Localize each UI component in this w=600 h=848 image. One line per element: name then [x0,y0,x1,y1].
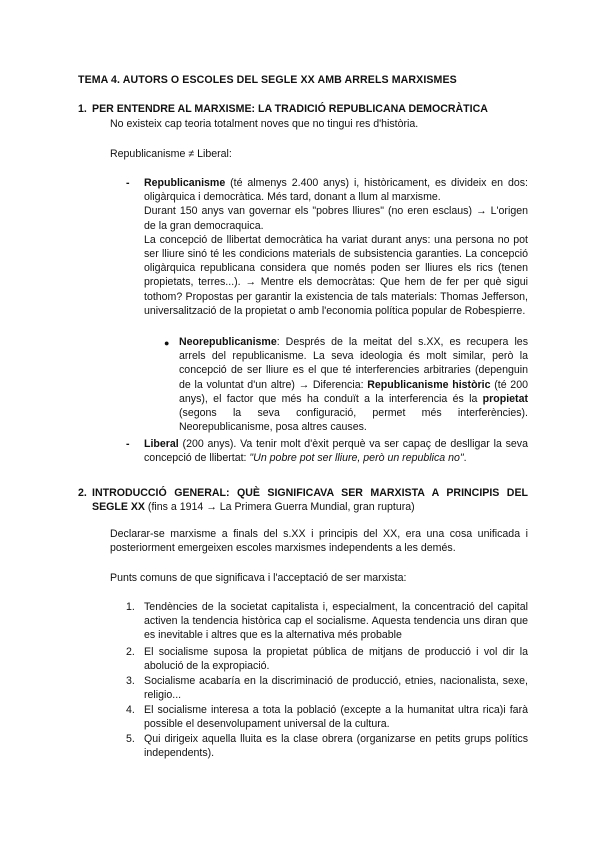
liberal-term: Liberal [144,438,179,450]
liberal-quote: "Un pobre pot ser lliure, però un republica no" [249,452,464,465]
section-2-para-2: Punts comuns de que significava i l'acceptació de ser marxista: [110,572,407,584]
neo-text-b: (té 200 anys), el factor que més ha conduït a la interferencia és la [179,378,528,405]
list-item-number: 1. [126,601,135,613]
document-title: TEMA 4. AUTORS O ESCOLES DEL SEGLE XX AMB ARRELS MARXISMES [78,74,457,86]
section-2-heading [78,486,528,514]
bullet-republicanisme-mark: - [126,177,130,189]
section-1-heading [78,102,528,116]
list-item-text: Socialisme acabaría en la discriminació de producció, etnies, nacionalista, sexe, religio... [144,675,528,702]
list-item-text: El socialisme suposa la propietat pública de mitjans de producció i vol dir la abolució de la expropiació. [144,646,528,673]
neo-text-c: (segons la seva configuració, permet més interferències). Neorepublicanisme, posa altres causes. [179,407,528,434]
section-1-comparison: Republicanisme ≠ Liberal: [110,148,232,160]
section-1-number: 1. [78,103,87,115]
sub-bullet-neorepublicanisme [179,335,528,434]
neorepublicanisme-term: Neorepublicanisme [179,336,277,348]
liberal-text-b: . [463,452,467,465]
republicanisme-text-1: (té almenys 2.400 anys) i, històricament, es divideix en dos: oligàrquica i democràtica. Més tard, donant a llum al marxisme. [144,177,528,204]
republicanisme-term: Republicanisme [144,177,226,189]
propietat-term: propietat [482,392,528,405]
section-2-para-1: Declarar-se marxisme a finals del s.XX i principis del XX, era una cosa unificada i posteriorment emergeixen escoles marxismes independents a les demés. [110,528,528,555]
neo-text-a: : Després de la meitat del s.XX, es recupera les arrels del republicanisme. La seva ideologia és molt similar, però la concepció de ser lliure es el que té interferencies arbitraries (depenguin de la voluntat d'un altre) → Diferencia: [179,336,528,391]
section-2-title-note: (fins a 1914 → La Primera Guerra Mundial, gran ruptura) [144,501,415,514]
bullet-liberal [144,437,528,465]
republicanisme-para-3: La concepció de llibertat democràtica ha variat durant anys: una persona no pot ser lliure sinó té les condicions materials de subsistencia garanties. La concepció oligàrquica republicana considera que només poden ser lliures els rics (tenen propietats, terres...). → Mentre els democràtas: Que hem de fer per què sigui tothom? Propostas per garantir la existencia de tals materials: Thomas Jefferson, universalització de la propietat o amb l'economia política popular de Robespierre. [144,233,528,317]
list-item-number: 3. [126,675,135,687]
section-1-title: PER ENTENDRE AL MARXISME: LA TRADICIÓ REPUBLICANA DEMOCRÀTICA [92,103,488,115]
list-item-number: 5. [126,733,135,745]
sub-bullet-neo-mark: ● [164,338,170,348]
republicanisme-para-1 [144,176,528,204]
section-2-title: INTRODUCCIÓ GENERAL: QUÈ SIGNIFICAVA SER MARXISTA A PRINCIPIS DEL SEGLE XX [92,487,528,514]
republicanisme-historic-term: Republicanisme històric [367,378,491,391]
list-item-text: El socialisme interesa a tota la població (excepte a la humanitat ultra rica)i farà possible el desenvolupament universal de la cultura. [144,704,528,731]
bullet-republicanisme [144,176,528,318]
section-2-title-wrap [92,486,528,514]
republicanisme-para-2: Durant 150 anys van governar els "pobres lliures" (no eren esclaus) → L'origen de la gran democraquica. [144,205,528,232]
bullet-liberal-mark: - [126,438,130,450]
section-1-intro: No existeix cap teoria totalment noves que no tingui res d'història. [110,118,419,130]
liberal-text-a: (200 anys). Va tenir molt d'èxit perquè va ser capaç de deslligar la seva concepció de llibertat: [144,438,528,465]
list-item-text: Tendències de la societat capitalista i, especialment, la concentració del capital activen la tendencia històrica cap el socialisme. Aquesta tendencia uns diran que es inevitable i altres que es la alternativa més probable [144,601,528,642]
list-item-number: 2. [126,646,135,658]
list-item-text: Qui dirigeix aquella lluita es la clase obrera (organizarse en petits grups polítics independents). [144,733,528,760]
list-item-number: 4. [126,704,135,716]
section-2-number: 2. [78,487,87,499]
